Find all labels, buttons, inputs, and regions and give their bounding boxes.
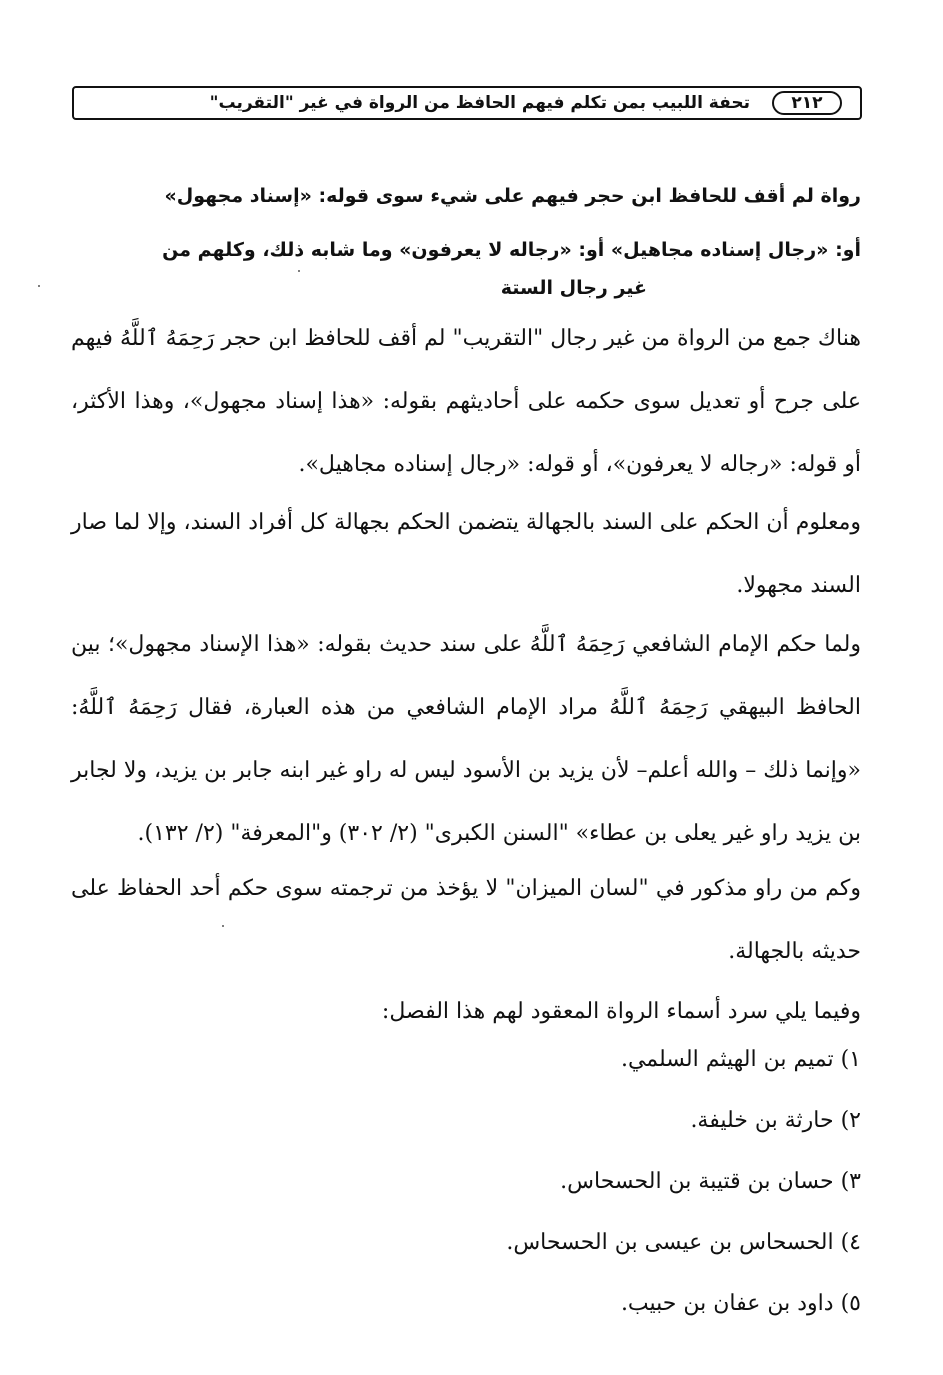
list-number: ٥) (840, 1291, 861, 1316)
list-item (506, 1228, 861, 1258)
section-title-line-3: غير رجال الستة (500, 277, 647, 299)
list-number: ١) (840, 1047, 861, 1072)
page-number: ٢١٢ (772, 91, 842, 115)
section-title-line-2: أو: «رجال إسناده مجاهيل» أو: «رجاله لا يعرفون» وما شابه ذلك، وكلهم من (162, 239, 861, 261)
scan-speck (222, 925, 224, 927)
list-item (560, 1167, 861, 1197)
list-item (621, 1289, 861, 1319)
paragraph-list-intro: وفيما يلي سرد أسماء الرواة المعقود لهم هذا الفصل: (381, 999, 861, 1024)
narrator-name: حسان بن قتيبة بن الحسحاس. (560, 1169, 834, 1194)
narrator-name: داود بن عفان بن حبيب. (620, 1291, 834, 1316)
paragraph-intro: هناك جمع من الرواة من غير رجال "التقريب" لم أقف للحافظ ابن حجر رَحِمَهُ ٱللَّهُ فيهم على جرح أو تعديل سوى حكمه على أحاديثهم بقوله: «هذا إسناد مجهول»، وهذا الأكثر، أو قوله: «رجاله لا يعرفون»، أو قوله: «رجال إسناده مجاهيل». (71, 326, 861, 477)
list-item (621, 1045, 861, 1075)
scan-speck (38, 285, 40, 287)
list-number: ٤) (840, 1230, 861, 1255)
narrator-name: تميم بن الهيثم السلمي. (620, 1047, 834, 1072)
section-title-line-1: رواة لم أقف للحافظ ابن حجر فيهم على شيء سوى قوله: «إسناد مجهول» (164, 185, 861, 207)
list-number: ٢) (840, 1108, 861, 1133)
paragraph-shafii: ولما حكم الإمام الشافعي رَحِمَهُ ٱللَّهُ على سند حديث بقوله: «هذا الإسناد مجهول»؛ بين الحافظ البيهقي رَحِمَهُ ٱللَّهُ مراد الإمام الشافعي من هذه العبارة، فقال رَحِمَهُ ٱللَّهُ: «وإنما ذلك – والله أعلم– لأن يزيد بن الأسود ليس له راو غير ابنه جابر بن يزيد، ولا لجابر بن يزيد راو غير يعلى بن عطاء» "السنن الكبرى" (٢/ ٣٠٢) و"المعرفة" (٢/ ١٣٢). (71, 632, 861, 846)
narrator-name: الحسحاس بن عيسى بن الحسحاس. (506, 1230, 834, 1255)
page-header (72, 86, 862, 120)
list-number: ٣) (840, 1169, 861, 1194)
scan-speck (298, 270, 300, 272)
running-title: تحفة اللبيب بمن تكلم فيهم الحافظ من الرواة في غير "التقريب" (209, 93, 750, 113)
paragraph-ruling: ومعلوم أن الحكم على السند بالجهالة يتضمن الحكم بجهالة كل أفراد السند، وإلا لما صار السند مجهولا. (71, 510, 861, 598)
paragraph-lisan: وكم من راو مذكور في "لسان الميزان" لا يؤخذ من ترجمته سوى حكم أحد الحفاظ على حديثه بالجهالة. (71, 876, 861, 964)
list-item (690, 1106, 861, 1136)
narrator-name: حارثة بن خليفة. (690, 1108, 834, 1133)
